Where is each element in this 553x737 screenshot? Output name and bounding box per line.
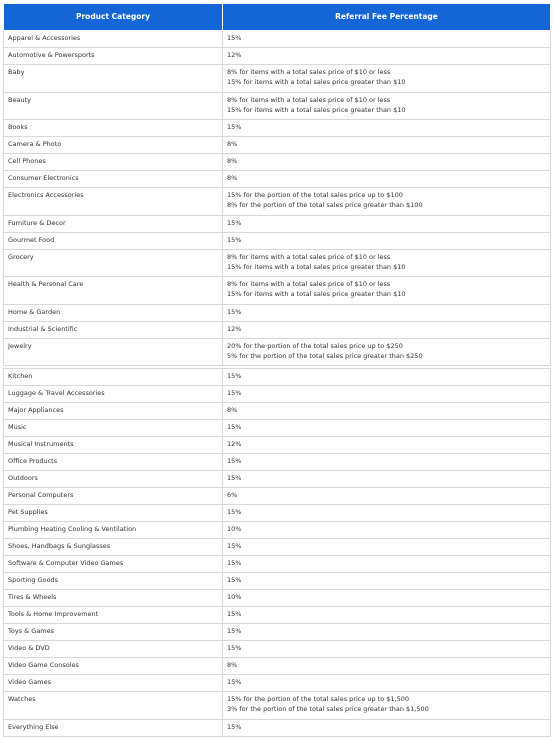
fee-cell — [223, 420, 551, 437]
fee-line: 15% — [227, 307, 242, 316]
fee-line: 8% — [227, 140, 238, 148]
table-row — [4, 171, 551, 188]
fee-line: 15% for items with a total sales price greater than $10 — [227, 105, 406, 114]
category-cell: Books — [4, 120, 223, 137]
fee-cell — [223, 719, 551, 736]
table-row — [4, 522, 551, 539]
fee-line: 15% — [227, 218, 242, 227]
fee-line: 15% — [227, 559, 242, 567]
fee-line: 10% — [227, 593, 242, 601]
fee-line: 8% — [227, 406, 238, 414]
fee-cell — [223, 556, 551, 573]
table-row — [4, 719, 551, 736]
category-cell: Automotive & Powersports — [4, 48, 223, 65]
table-row — [4, 658, 551, 675]
category-cell: Health & Personal Care — [4, 277, 223, 305]
fee-cell — [223, 471, 551, 488]
category-cell: Kitchen — [4, 369, 223, 386]
column-header-fee: Referral Fee Percentage — [223, 4, 551, 31]
fee-cell — [223, 505, 551, 522]
fee-line: 12% — [227, 51, 242, 59]
fee-line: 15% — [227, 678, 242, 686]
table-row — [4, 304, 551, 321]
fee-cell — [223, 154, 551, 171]
table-row — [4, 369, 551, 386]
fee-line: 15% — [227, 508, 242, 516]
category-cell: Furniture & Decor — [4, 215, 223, 232]
fee-cell — [223, 277, 551, 305]
fee-cell — [223, 539, 551, 556]
fee-line: 15% — [227, 389, 242, 397]
fee-line: 8% — [227, 174, 238, 182]
fee-line: 15% — [227, 34, 242, 42]
table-row — [4, 488, 551, 505]
category-cell: Electronics Accessories — [4, 188, 223, 216]
fee-line: 15% — [227, 474, 242, 482]
fee-line: 10% — [227, 525, 242, 533]
fee-line: 8% for the portion of the total sales price greater than $100 — [227, 201, 423, 210]
fee-cell — [223, 48, 551, 65]
fee-line: 15% for items with a total sales price greater than $10 — [227, 78, 406, 87]
table-row — [4, 437, 551, 454]
fee-cell — [223, 454, 551, 471]
referral-fee-table-container — [3, 3, 550, 737]
table-row — [4, 403, 551, 420]
table-row — [4, 48, 551, 65]
fee-cell — [223, 692, 551, 720]
table-row — [4, 573, 551, 590]
table-row — [4, 31, 551, 48]
table-row — [4, 607, 551, 624]
fee-cell — [223, 624, 551, 641]
table-row — [4, 624, 551, 641]
referral-fee-table — [3, 3, 551, 737]
table-header-row — [4, 4, 551, 31]
table-row — [4, 386, 551, 403]
category-cell: Gourmet Food — [4, 232, 223, 249]
category-cell: Beauty — [4, 92, 223, 120]
category-cell: Industrial & Scientific — [4, 321, 223, 338]
fee-line: 15% — [227, 576, 242, 584]
category-cell: Tools & Home Improvement — [4, 607, 223, 624]
table-body — [4, 31, 551, 737]
table-row — [4, 471, 551, 488]
column-header-category: Product Category — [4, 4, 223, 31]
fee-line: 6% — [227, 491, 238, 499]
fee-cell — [223, 607, 551, 624]
fee-line: 8% — [227, 661, 238, 669]
fee-cell — [223, 321, 551, 338]
table-row — [4, 692, 551, 720]
table-row — [4, 505, 551, 522]
fee-cell — [223, 92, 551, 120]
category-cell: Personal Computers — [4, 488, 223, 505]
fee-line: 15% for the portion of the total sales price up to $1,500 — [227, 695, 410, 703]
fee-cell — [223, 120, 551, 137]
category-cell: Musical Instruments — [4, 437, 223, 454]
category-cell: Watches — [4, 692, 223, 720]
fee-line: 15% — [227, 542, 242, 550]
table-row — [4, 556, 551, 573]
category-cell: Toys & Games — [4, 624, 223, 641]
table-row — [4, 675, 551, 692]
fee-cell — [223, 171, 551, 188]
fee-line: 15% — [227, 372, 242, 380]
category-cell: Video Games — [4, 675, 223, 692]
fee-cell — [223, 386, 551, 403]
category-cell: Major Appliances — [4, 403, 223, 420]
fee-cell — [223, 675, 551, 692]
category-cell: Apparel & Accessories — [4, 31, 223, 48]
fee-cell — [223, 641, 551, 658]
fee-cell — [223, 369, 551, 386]
fee-cell — [223, 573, 551, 590]
fee-line: 8% for items with a total sales price of $10 or less — [227, 95, 391, 104]
category-cell: Tires & Wheels — [4, 590, 223, 607]
fee-cell — [223, 403, 551, 420]
fee-line: 15% — [227, 644, 242, 652]
fee-line: 12% — [227, 324, 242, 333]
fee-line: 20% for the portion of the total sales price up to $250 — [227, 341, 403, 350]
table-row — [4, 137, 551, 154]
table-row — [4, 641, 551, 658]
category-cell: Music — [4, 420, 223, 437]
table-row — [4, 154, 551, 171]
fee-cell — [223, 522, 551, 539]
fee-line: 3% for the portion of the total sales price greater than $1,500 — [227, 705, 429, 714]
table-row — [4, 215, 551, 232]
category-cell: Home & Garden — [4, 304, 223, 321]
fee-cell — [223, 31, 551, 48]
fee-line: 15% — [227, 627, 242, 635]
category-cell: Baby — [4, 65, 223, 93]
table-row — [4, 539, 551, 556]
fee-line: 8% — [227, 157, 238, 165]
fee-cell — [223, 232, 551, 249]
category-cell: Luggage & Travel Accessories — [4, 386, 223, 403]
table-row — [4, 420, 551, 437]
fee-cell — [223, 304, 551, 321]
fee-line: 15% for the portion of the total sales price up to $100 — [227, 191, 403, 199]
table-row — [4, 454, 551, 471]
fee-line: 15% — [227, 722, 242, 731]
fee-cell — [223, 590, 551, 607]
fee-cell — [223, 658, 551, 675]
category-cell: Video Game Consoles — [4, 658, 223, 675]
category-cell: Pet Supplies — [4, 505, 223, 522]
fee-line: 15% for items with a total sales price greater than $10 — [227, 262, 406, 271]
fee-line: 8% for items with a total sales price of $10 or less — [227, 280, 391, 288]
category-cell: Shoes, Handbags & Sunglasses — [4, 539, 223, 556]
fee-cell — [223, 65, 551, 93]
fee-line: 15% for items with a total sales price greater than $10 — [227, 290, 406, 299]
fee-line: 15% — [227, 235, 242, 244]
category-cell: Software & Computer Video Games — [4, 556, 223, 573]
category-cell: Consumer Electronics — [4, 171, 223, 188]
fee-line: 5% for the portion of the total sales price greater than $250 — [227, 351, 423, 360]
fee-line: 15% — [227, 423, 242, 431]
fee-line: 8% for items with a total sales price of $10 or less — [227, 252, 391, 261]
table-row — [4, 590, 551, 607]
category-cell: Everything Else — [4, 719, 223, 736]
table-row — [4, 120, 551, 137]
fee-line: 15% — [227, 457, 242, 465]
category-cell: Cell Phones — [4, 154, 223, 171]
table-row — [4, 249, 551, 277]
category-cell: Video & DVD — [4, 641, 223, 658]
category-cell: Plumbing Heating Cooling & Ventilation — [4, 522, 223, 539]
fee-cell — [223, 215, 551, 232]
fee-cell — [223, 338, 551, 366]
table-row — [4, 338, 551, 366]
table-row — [4, 92, 551, 120]
table-row — [4, 65, 551, 93]
category-cell: Sporting Goods — [4, 573, 223, 590]
table-row — [4, 232, 551, 249]
table-row — [4, 321, 551, 338]
category-cell: Office Products — [4, 454, 223, 471]
fee-cell — [223, 137, 551, 154]
category-cell: Jewelry — [4, 338, 223, 366]
fee-cell — [223, 249, 551, 277]
fee-line: 8% for items with a total sales price of $10 or less — [227, 68, 391, 76]
table-row — [4, 188, 551, 216]
category-cell: Grocery — [4, 249, 223, 277]
table-row — [4, 277, 551, 305]
category-cell: Camera & Photo — [4, 137, 223, 154]
fee-line: 12% — [227, 440, 242, 448]
fee-line: 15% — [227, 123, 242, 131]
fee-cell — [223, 188, 551, 216]
fee-line: 15% — [227, 610, 242, 618]
fee-cell — [223, 488, 551, 505]
category-cell: Outdoors — [4, 471, 223, 488]
fee-cell — [223, 437, 551, 454]
